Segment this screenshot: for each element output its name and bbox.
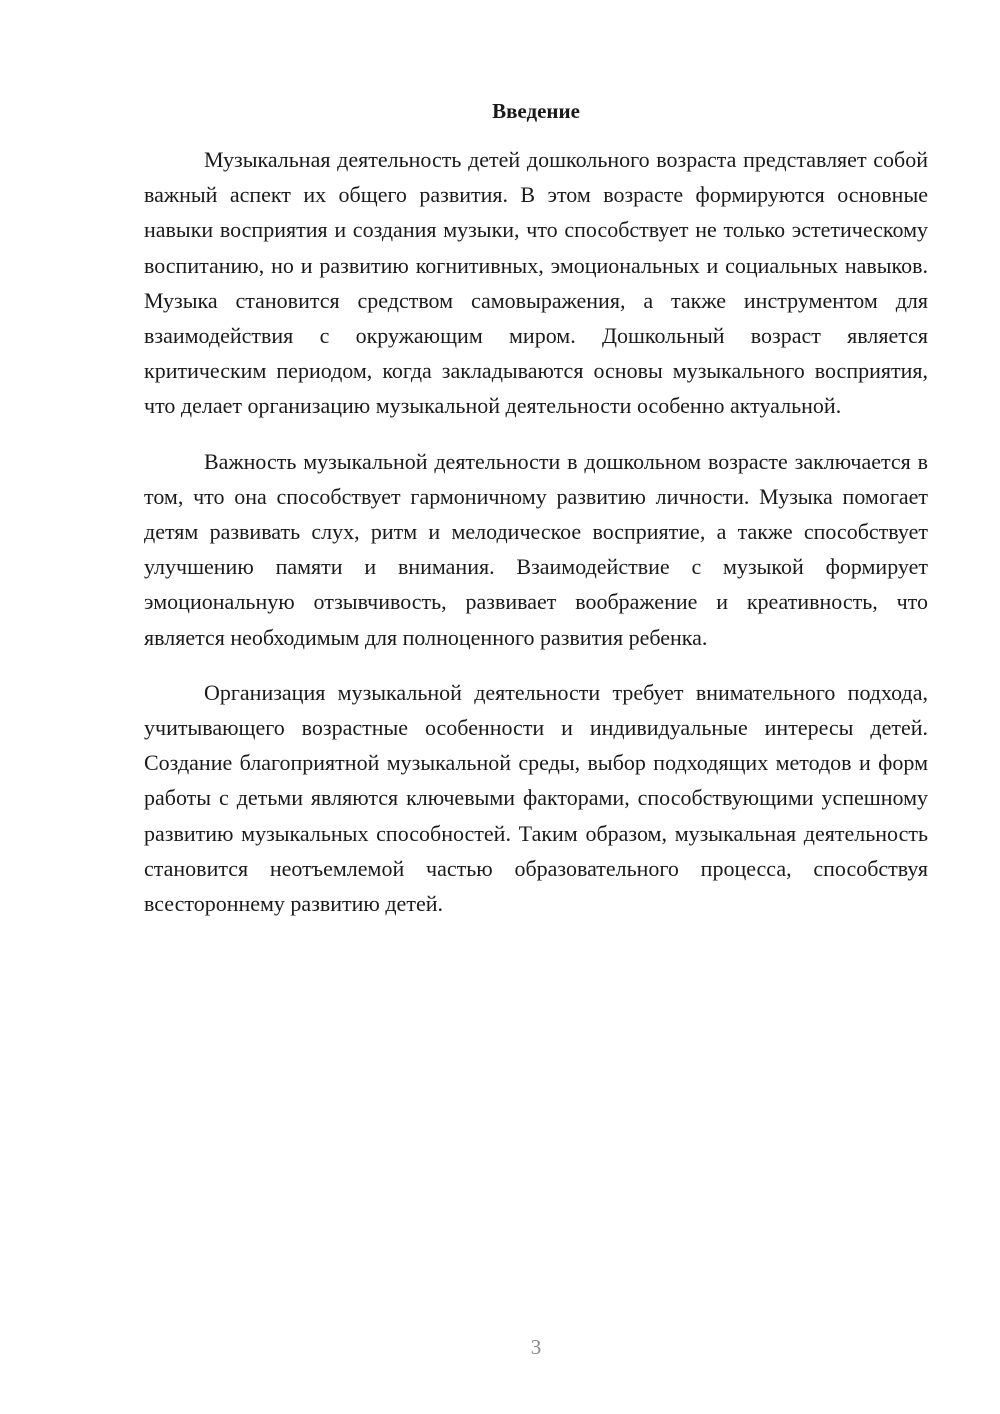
section-heading: Введение [492, 99, 580, 123]
body-text [144, 142, 928, 941]
paragraph-importance: Важность музыкальной деятельности в дошкольном возрасте заключается в том, что она способствует гармоничному развитию личности. Музыка помогает детям развивать слух, ритм и мелодическое восприятие, а также способствует улучшению памяти и внимания. Взаимодействие с музыкой формирует эмоциональную отзывчивость, развивает воображение и креативность, что является необходимым для полноценного развития ребенка. [144, 448, 928, 650]
paragraph-organization: Организация музыкальной деятельности требует внимательного подхода, учитывающего возрастные особенности и индивидуальные интересы детей. Создание благоприятной музыкальной среды, выбор подходящих методов и форм работы с детьми являются ключевыми факторами, способствующими успешному развитию музыкальных способностей. Таким образом, музыкальная деятельность становится неотъемлемой частью образовательного процесса, способствуя всестороннему развитию детей. [144, 679, 928, 917]
page-number: 3 [530, 1335, 542, 1359]
paragraph-intro: Музыкальная деятельность детей дошкольного возраста представляет собой важный аспект их общего развития. В этом возрасте формируются основные навыки восприятия и создания музыки, что способствует не только эстетическому воспитанию, но и развитию когнитивных, эмоциональных и социальных навыков. Музыка становится средством самовыражения, а также инструментом для взаимодействия с окружающим миром. Дошкольный возраст является критическим периодом, когда закладываются основы музыкального восприятия, что делает организацию музыкальной деятельности особенно актуальной. [144, 147, 928, 419]
